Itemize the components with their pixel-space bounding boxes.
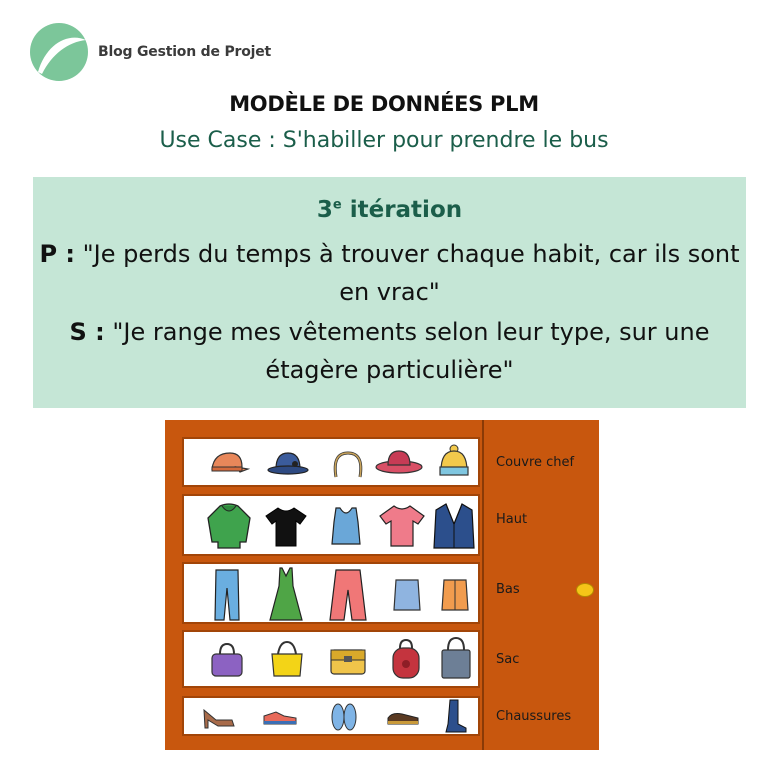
- shelf-label-sac: Sac: [496, 652, 520, 667]
- loafer-icon: [386, 710, 420, 726]
- flip-flops-icon: [330, 702, 358, 732]
- solution-key: S :: [69, 318, 105, 346]
- wide-pants-icon: [328, 568, 368, 622]
- yellow-handbag-icon: [268, 640, 306, 678]
- red-backpack-icon: [388, 638, 424, 680]
- door-knob-icon: [576, 583, 594, 597]
- hoodie-icon: [204, 502, 254, 552]
- shelf-label-couvre-chef: Couvre chef: [496, 455, 575, 470]
- bowler-hat-icon: [266, 449, 310, 477]
- yellow-satchel-icon: [328, 642, 368, 676]
- blog-logo[interactable]: [28, 22, 271, 82]
- solution-statement: [33, 313, 746, 389]
- shelf-row-chaussures: [182, 696, 480, 736]
- tank-top-icon: [328, 506, 364, 546]
- problem-statement: [33, 235, 746, 311]
- cap-icon: [206, 449, 250, 477]
- problem-text: "Je perds du temps à trouver chaque habit, car ils sont en vrac": [82, 240, 740, 306]
- dress-icon: [268, 566, 304, 622]
- page-title: MODÈLE DE DONNÉES PLM: [229, 92, 539, 116]
- jeans-icon: [212, 568, 242, 622]
- shelf-row-couvre-chef: [182, 437, 480, 487]
- iteration-box: [33, 177, 746, 408]
- sun-hat-icon: [374, 447, 424, 477]
- shelf-row-sac: [182, 630, 480, 688]
- sneaker-icon: [262, 708, 298, 726]
- denim-skirt-icon: [392, 578, 422, 612]
- tshirt-icon: [264, 506, 308, 548]
- shelf-label-haut: Haut: [496, 512, 528, 527]
- page-subtitle: Use Case : S'habiller pour prendre le bus: [159, 128, 609, 153]
- solution-text: "Je range mes vêtements selon leur type, sur une étagère particulière": [112, 318, 710, 384]
- problem-key: P :: [39, 240, 75, 268]
- orange-skirt-icon: [440, 578, 470, 612]
- beanie-icon: [436, 443, 472, 479]
- pink-tshirt-icon: [378, 504, 426, 548]
- heel-shoe-icon: [202, 704, 236, 730]
- purple-handbag-icon: [208, 642, 246, 678]
- iteration-heading: 3e itération: [316, 197, 463, 223]
- logo-text: Blog Gestion de Projet: [98, 44, 272, 60]
- boot-icon: [444, 698, 468, 734]
- shelf-row-bas: [182, 562, 480, 624]
- shelf-row-haut: [182, 494, 480, 556]
- shelf-label-chaussures: Chaussures: [496, 709, 572, 724]
- blazer-icon: [432, 502, 476, 552]
- grey-tote-icon: [438, 636, 474, 680]
- headband-icon: [330, 449, 366, 479]
- shelf-label-bas: Bas: [496, 582, 520, 597]
- leaf-logo-icon: [28, 22, 90, 82]
